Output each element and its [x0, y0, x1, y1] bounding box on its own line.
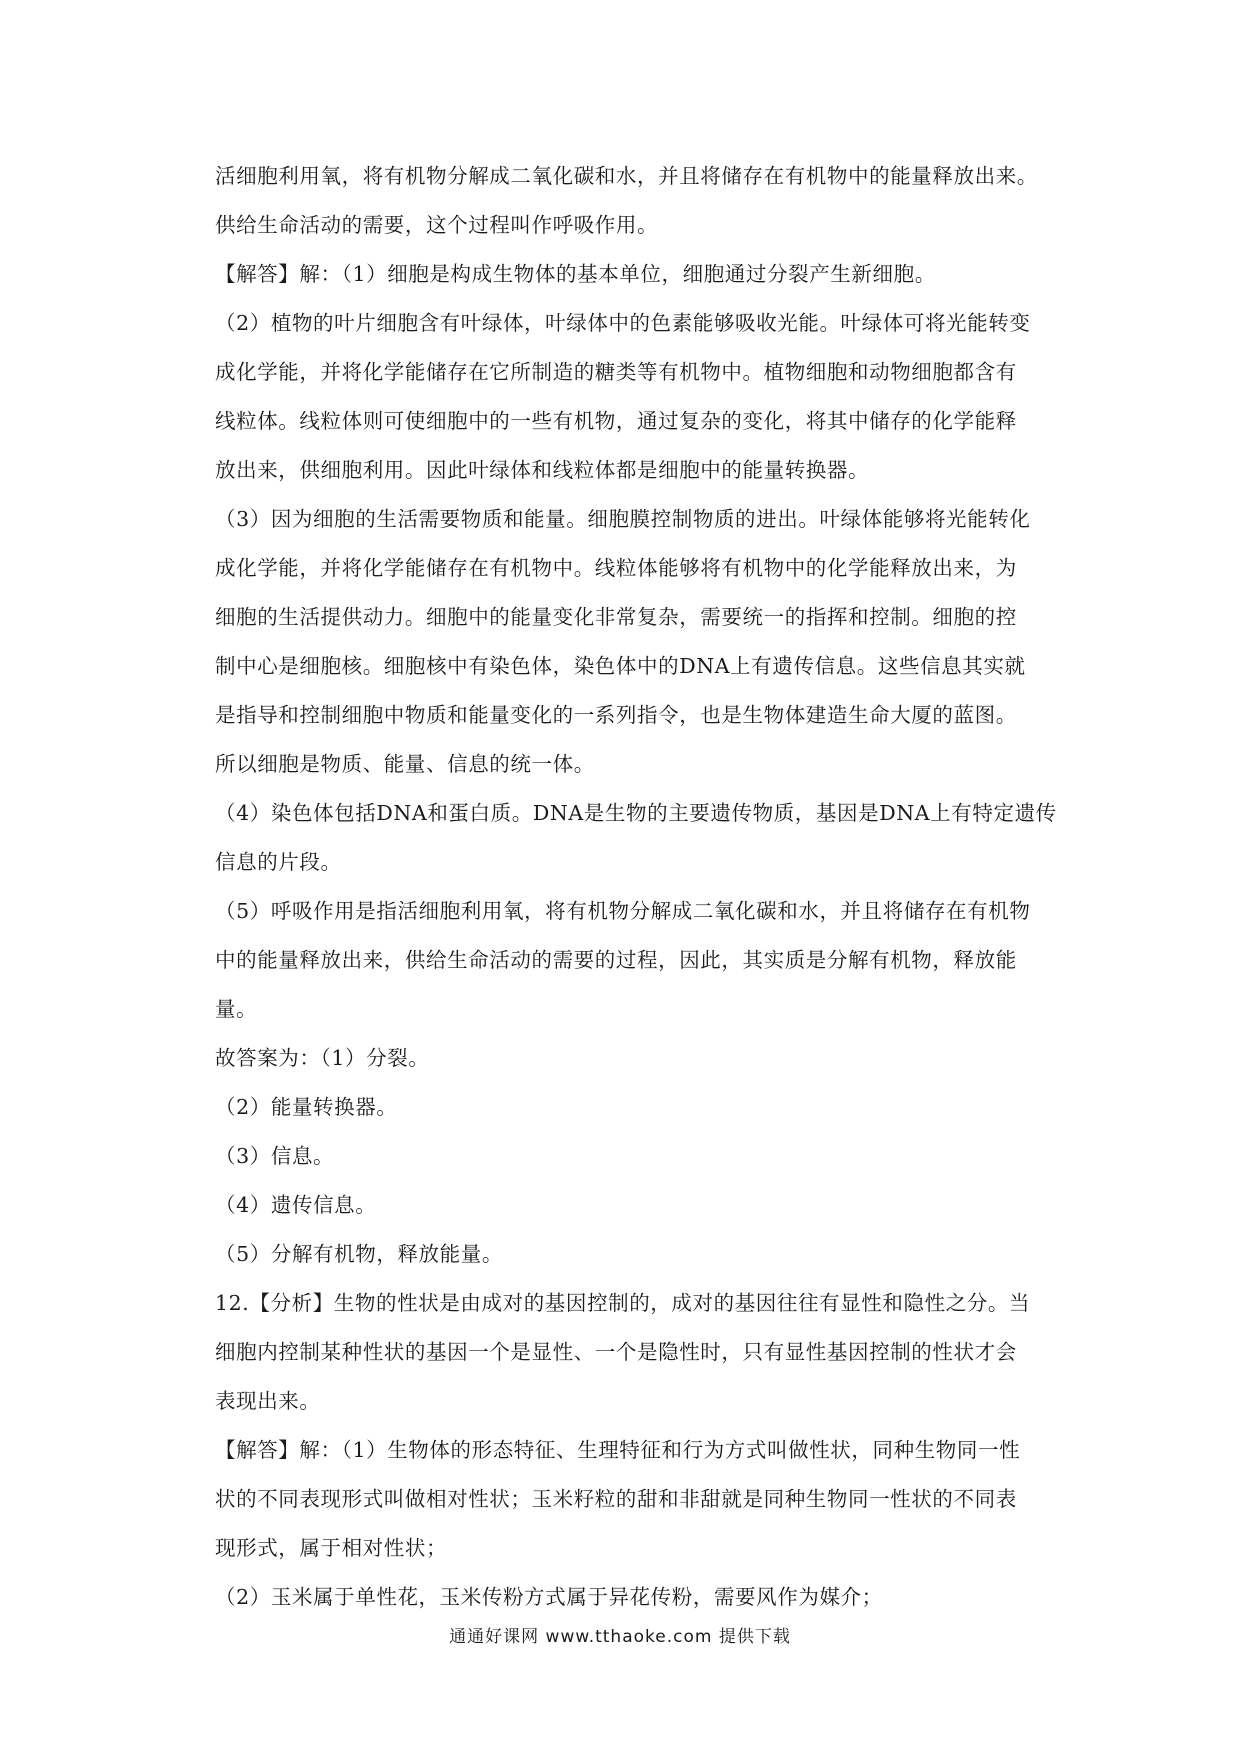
text-line: 细胞内控制某种性状的基因一个是显性、一个是隐性时，只有显性基因控制的性状才会 — [215, 1340, 1017, 1364]
text-line: （3）信息。 — [215, 1144, 335, 1168]
text-line: （5）分解有机物，释放能量。 — [215, 1242, 503, 1266]
text-line: 供给生命活动的需要，这个过程叫作呼吸作用。 — [215, 213, 659, 237]
text-line: 制中心是细胞核。细胞核中有染色体，染色体中的DNA上有遗传信息。这些信息其实就 — [215, 654, 1026, 678]
text-line: （3）因为细胞的生活需要物质和能量。细胞膜控制物质的进出。叶绿体能够将光能转化 — [215, 507, 1031, 531]
text-line: （2）能量转换器。 — [215, 1095, 398, 1119]
text-line: 活细胞利用氧，将有机物分解成二氧化碳和水，并且将储存在有机物中的能量释放出来。 — [215, 164, 1038, 188]
text-line: 细胞的生活提供动力。细胞中的能量变化非常复杂，需要统一的指挥和控制。细胞的控 — [215, 605, 1017, 629]
document-body — [215, 152, 1055, 1622]
text-line: 现形式，属于相对性状； — [215, 1536, 448, 1560]
text-line: 【解答】解：（1）生物体的形态特征、生理特征和行为方式叫做性状，同种生物同一性 — [215, 1438, 1021, 1462]
text-line: （4）遗传信息。 — [215, 1193, 377, 1217]
text-line: 故答案为：（1）分裂。 — [215, 1046, 430, 1070]
text-line: （2）植物的叶片细胞含有叶绿体，叶绿体中的色素能够吸收光能。叶绿体可将光能转变 — [215, 311, 1031, 335]
text-line: 【解答】解：（1）细胞是构成生物体的基本单位，细胞通过分裂产生新细胞。 — [215, 262, 936, 286]
text-line: 是指导和控制细胞中物质和能量变化的一系列指令，也是生物体建造生命大厦的蓝图。 — [215, 703, 1017, 727]
text-line: 12.【分析】生物的性状是由成对的基因控制的，成对的基因往往有显性和隐性之分。当 — [215, 1291, 1031, 1315]
text-line: 中的能量释放出来，供给生命活动的需要的过程，因此，其实质是分解有机物，释放能 — [215, 948, 1017, 972]
text-line: 放出来，供细胞利用。因此叶绿体和线粒体都是细胞中的能量转换器。 — [215, 458, 870, 482]
text-line: 量。 — [215, 997, 258, 1021]
text-line: 表现出来。 — [215, 1389, 321, 1413]
text-line: 线粒体。线粒体则可使细胞中的一些有机物，通过复杂的变化，将其中储存的化学能释 — [215, 409, 1017, 433]
text-line: 成化学能，并将化学能储存在有机物中。线粒体能够将有机物中的化学能释放出来，为 — [215, 556, 1017, 580]
page-footer: 通通好课网 www.tthaoke.com 提供下载 — [449, 1627, 791, 1647]
text-line: 成化学能，并将化学能储存在它所制造的糖类等有机物中。植物细胞和动物细胞都含有 — [215, 360, 1017, 384]
text-line: （4）染色体包括DNA和蛋白质。DNA是生物的主要遗传物质，基因是DNA上有特定遗传 — [215, 801, 1057, 825]
text-line: （2）玉米属于单性花，玉米传粉方式属于异花传粉，需要风作为媒介； — [215, 1585, 883, 1609]
text-line: 所以细胞是物质、能量、信息的统一体。 — [215, 752, 595, 776]
text-line: 状的不同表现形式叫做相对性状；玉米籽粒的甜和非甜就是同种生物同一性状的不同表 — [215, 1487, 1017, 1511]
text-line: （5）呼吸作用是指活细胞利用氧，将有机物分解成二氧化碳和水，并且将储存在有机物 — [215, 899, 1031, 923]
text-line: 信息的片段。 — [215, 850, 342, 874]
